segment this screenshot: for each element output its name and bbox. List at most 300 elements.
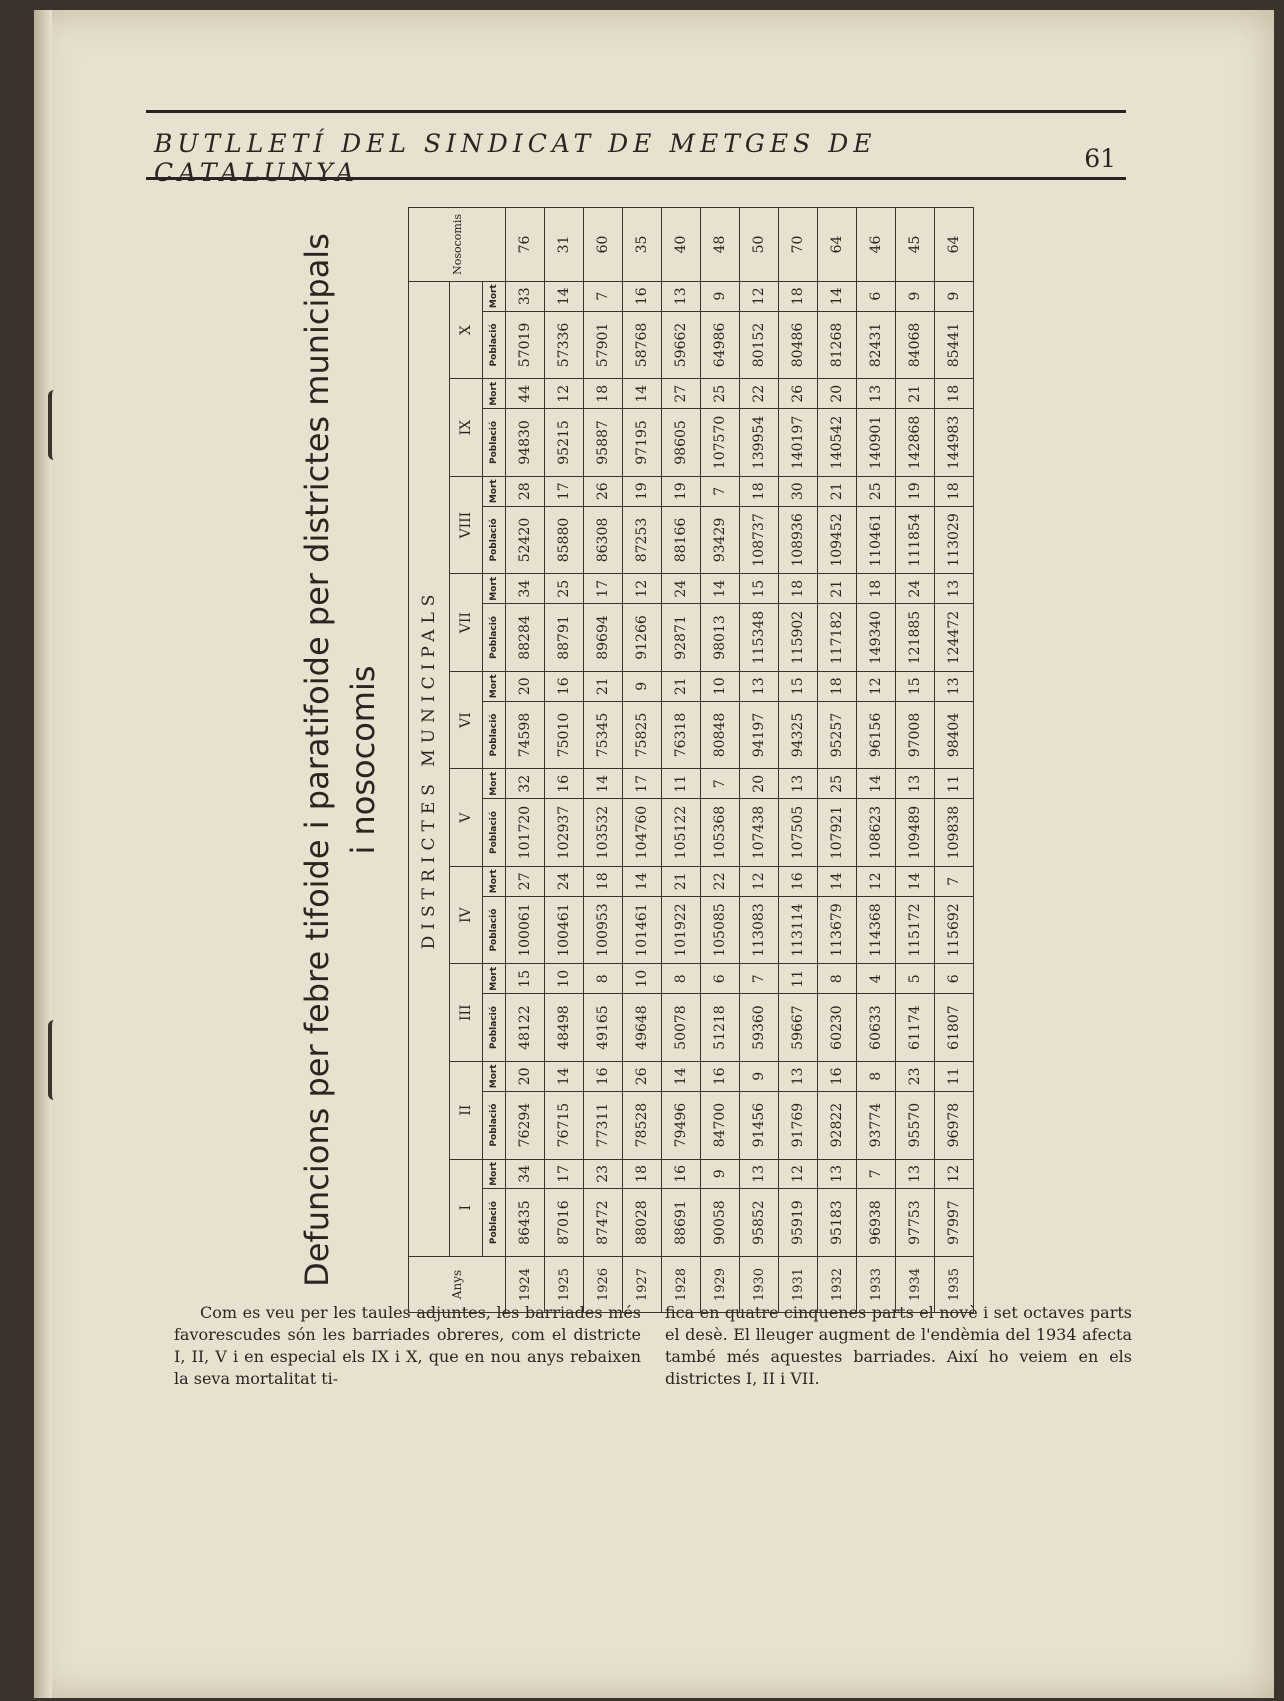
mort-cell: 15 xyxy=(740,574,779,604)
mort-cell: 14 xyxy=(545,281,584,311)
mort-cell: 22 xyxy=(701,866,740,896)
mort-cell: 8 xyxy=(818,964,857,994)
poblacio-cell: 85880 xyxy=(545,506,584,574)
mort-cell: 16 xyxy=(545,671,584,701)
nosocomis-cell: 70 xyxy=(779,208,818,282)
poblacio-cell: 105122 xyxy=(662,799,701,867)
subheader-poblacio: Població xyxy=(483,896,506,964)
poblacio-cell: 88028 xyxy=(623,1189,662,1257)
poblacio-cell: 94197 xyxy=(740,701,779,769)
mort-cell: 20 xyxy=(506,671,545,701)
mort-cell: 14 xyxy=(857,769,896,799)
mort-cell: 18 xyxy=(584,379,623,409)
mort-cell: 12 xyxy=(545,379,584,409)
mortality-table xyxy=(408,207,974,1313)
district-header: VI xyxy=(450,671,483,769)
poblacio-cell: 64986 xyxy=(701,311,740,379)
mort-cell: 21 xyxy=(662,671,701,701)
poblacio-cell: 75345 xyxy=(584,701,623,769)
mort-cell: 33 xyxy=(506,281,545,311)
poblacio-cell: 113679 xyxy=(818,896,857,964)
mort-cell: 18 xyxy=(779,574,818,604)
mort-cell: 25 xyxy=(857,476,896,506)
district-header: VIII xyxy=(450,476,483,574)
poblacio-cell: 57019 xyxy=(506,311,545,379)
poblacio-cell: 140542 xyxy=(818,409,857,477)
header-rule-bottom xyxy=(146,177,1126,180)
mort-cell: 24 xyxy=(662,574,701,604)
poblacio-cell: 104760 xyxy=(623,799,662,867)
poblacio-cell: 61807 xyxy=(935,994,974,1062)
year-cell: 1924 xyxy=(506,1257,545,1313)
mort-cell: 7 xyxy=(584,281,623,311)
poblacio-cell: 102937 xyxy=(545,799,584,867)
mort-cell: 13 xyxy=(779,769,818,799)
year-cell: 1935 xyxy=(935,1257,974,1313)
subheader-poblacio: Població xyxy=(483,311,506,379)
year-cell: 1931 xyxy=(779,1257,818,1313)
mort-cell: 13 xyxy=(935,574,974,604)
mort-cell: 20 xyxy=(740,769,779,799)
mort-cell: 9 xyxy=(701,281,740,311)
subheader-poblacio: Població xyxy=(483,506,506,574)
mort-cell: 16 xyxy=(545,769,584,799)
poblacio-cell: 80152 xyxy=(740,311,779,379)
poblacio-cell: 107570 xyxy=(701,409,740,477)
district-header: IX xyxy=(450,379,483,477)
poblacio-cell: 97008 xyxy=(896,701,935,769)
mort-cell: 17 xyxy=(584,574,623,604)
mort-cell: 12 xyxy=(857,671,896,701)
mort-cell: 26 xyxy=(779,379,818,409)
poblacio-cell: 97997 xyxy=(935,1189,974,1257)
mort-cell: 44 xyxy=(506,379,545,409)
poblacio-cell: 97195 xyxy=(623,409,662,477)
mort-cell: 18 xyxy=(935,476,974,506)
nosocomis-cell: 76 xyxy=(506,208,545,282)
poblacio-cell: 48122 xyxy=(506,994,545,1062)
poblacio-cell: 88691 xyxy=(662,1189,701,1257)
poblacio-cell: 140197 xyxy=(779,409,818,477)
mort-cell: 14 xyxy=(545,1062,584,1092)
table-row xyxy=(818,208,857,1313)
mort-cell: 16 xyxy=(779,866,818,896)
poblacio-cell: 95919 xyxy=(779,1189,818,1257)
poblacio-cell: 88166 xyxy=(662,506,701,574)
poblacio-cell: 93774 xyxy=(857,1091,896,1159)
poblacio-cell: 91456 xyxy=(740,1091,779,1159)
mort-cell: 26 xyxy=(584,476,623,506)
poblacio-cell: 121885 xyxy=(896,604,935,672)
district-header: I xyxy=(450,1159,483,1257)
poblacio-cell: 97753 xyxy=(896,1189,935,1257)
mort-cell: 24 xyxy=(896,574,935,604)
poblacio-cell: 92871 xyxy=(662,604,701,672)
mort-cell: 16 xyxy=(623,281,662,311)
mort-cell: 13 xyxy=(740,1159,779,1189)
district-header: IV xyxy=(450,866,483,964)
poblacio-cell: 115348 xyxy=(740,604,779,672)
poblacio-cell: 109452 xyxy=(818,506,857,574)
poblacio-cell: 61174 xyxy=(896,994,935,1062)
mort-cell: 25 xyxy=(545,574,584,604)
mort-cell: 15 xyxy=(506,964,545,994)
mort-cell: 10 xyxy=(701,671,740,701)
district-header: III xyxy=(450,964,483,1062)
mort-cell: 14 xyxy=(584,769,623,799)
table-row xyxy=(935,208,974,1313)
mort-cell: 28 xyxy=(506,476,545,506)
poblacio-cell: 113029 xyxy=(935,506,974,574)
table-row xyxy=(896,208,935,1313)
mort-cell: 7 xyxy=(740,964,779,994)
poblacio-cell: 95570 xyxy=(896,1091,935,1159)
poblacio-cell: 60633 xyxy=(857,994,896,1062)
subheader-poblacio: Població xyxy=(483,994,506,1062)
rotated-table-block xyxy=(294,201,1014,1319)
mort-cell: 24 xyxy=(545,866,584,896)
poblacio-cell: 50078 xyxy=(662,994,701,1062)
col-header-nosocomis: Nosocomis xyxy=(409,208,506,282)
poblacio-cell: 96978 xyxy=(935,1091,974,1159)
mort-cell: 8 xyxy=(857,1062,896,1092)
mort-cell: 18 xyxy=(584,866,623,896)
mort-cell: 7 xyxy=(935,866,974,896)
poblacio-cell: 105085 xyxy=(701,896,740,964)
mort-cell: 18 xyxy=(818,671,857,701)
year-cell: 1929 xyxy=(701,1257,740,1313)
mort-cell: 15 xyxy=(896,671,935,701)
poblacio-cell: 49648 xyxy=(623,994,662,1062)
binding-mark xyxy=(48,1020,62,1100)
mort-cell: 13 xyxy=(818,1159,857,1189)
poblacio-cell: 81268 xyxy=(818,311,857,379)
header-rule-top xyxy=(146,110,1126,113)
poblacio-cell: 78528 xyxy=(623,1091,662,1159)
subheader-row xyxy=(483,208,506,1313)
mort-cell: 18 xyxy=(740,476,779,506)
poblacio-cell: 115902 xyxy=(779,604,818,672)
mort-cell: 13 xyxy=(896,1159,935,1189)
running-header xyxy=(154,129,1116,187)
mort-cell: 18 xyxy=(623,1159,662,1189)
poblacio-cell: 115172 xyxy=(896,896,935,964)
mort-cell: 8 xyxy=(662,964,701,994)
mort-cell: 13 xyxy=(662,281,701,311)
poblacio-cell: 49165 xyxy=(584,994,623,1062)
poblacio-cell: 93429 xyxy=(701,506,740,574)
poblacio-cell: 76318 xyxy=(662,701,701,769)
mort-cell: 21 xyxy=(662,866,701,896)
poblacio-cell: 109838 xyxy=(935,799,974,867)
mort-cell: 7 xyxy=(857,1159,896,1189)
poblacio-cell: 107505 xyxy=(779,799,818,867)
mort-cell: 13 xyxy=(935,671,974,701)
district-header-row xyxy=(450,208,483,1313)
poblacio-cell: 52420 xyxy=(506,506,545,574)
poblacio-cell: 90058 xyxy=(701,1189,740,1257)
poblacio-cell: 86308 xyxy=(584,506,623,574)
poblacio-cell: 96938 xyxy=(857,1189,896,1257)
subheader-poblacio: Població xyxy=(483,409,506,477)
poblacio-cell: 59667 xyxy=(779,994,818,1062)
mort-cell: 13 xyxy=(857,379,896,409)
subheader-poblacio: Població xyxy=(483,604,506,672)
mort-cell: 23 xyxy=(584,1159,623,1189)
table-row xyxy=(857,208,896,1313)
table-row xyxy=(662,208,701,1313)
mort-cell: 25 xyxy=(701,379,740,409)
mort-cell: 12 xyxy=(857,866,896,896)
poblacio-cell: 108623 xyxy=(857,799,896,867)
nosocomis-cell: 48 xyxy=(701,208,740,282)
poblacio-cell: 139954 xyxy=(740,409,779,477)
mort-cell: 14 xyxy=(662,1062,701,1092)
mort-cell: 11 xyxy=(935,769,974,799)
mort-cell: 12 xyxy=(623,574,662,604)
nosocomis-cell: 31 xyxy=(545,208,584,282)
poblacio-cell: 77311 xyxy=(584,1091,623,1159)
poblacio-cell: 107921 xyxy=(818,799,857,867)
poblacio-cell: 86435 xyxy=(506,1189,545,1257)
subheader-poblacio: Població xyxy=(483,799,506,867)
table-row xyxy=(584,208,623,1313)
mort-cell: 15 xyxy=(779,671,818,701)
mort-cell: 11 xyxy=(779,964,818,994)
mort-cell: 6 xyxy=(935,964,974,994)
poblacio-cell: 59360 xyxy=(740,994,779,1062)
poblacio-cell: 87472 xyxy=(584,1189,623,1257)
poblacio-cell: 114368 xyxy=(857,896,896,964)
poblacio-cell: 89694 xyxy=(584,604,623,672)
mort-cell: 9 xyxy=(740,1062,779,1092)
district-header: II xyxy=(450,1062,483,1160)
poblacio-cell: 107438 xyxy=(740,799,779,867)
mort-cell: 34 xyxy=(506,1159,545,1189)
subheader-mort: Mort xyxy=(483,379,506,409)
subheader-mort: Mort xyxy=(483,964,506,994)
mort-cell: 9 xyxy=(701,1159,740,1189)
poblacio-cell: 74598 xyxy=(506,701,545,769)
page-number: 61 xyxy=(1084,143,1116,173)
poblacio-cell: 87253 xyxy=(623,506,662,574)
year-cell: 1927 xyxy=(623,1257,662,1313)
year-cell: 1934 xyxy=(896,1257,935,1313)
poblacio-cell: 98013 xyxy=(701,604,740,672)
mort-cell: 20 xyxy=(506,1062,545,1092)
poblacio-cell: 98605 xyxy=(662,409,701,477)
mort-cell: 18 xyxy=(779,281,818,311)
poblacio-cell: 96156 xyxy=(857,701,896,769)
poblacio-cell: 87016 xyxy=(545,1189,584,1257)
poblacio-cell: 110461 xyxy=(857,506,896,574)
poblacio-cell: 51218 xyxy=(701,994,740,1062)
header-title: BUTLLETÍ DEL SINDICAT DE METGES DE CATALUNYA xyxy=(154,129,877,187)
binding-mark xyxy=(48,390,62,460)
year-cell: 1925 xyxy=(545,1257,584,1313)
mort-cell: 11 xyxy=(662,769,701,799)
mort-cell: 9 xyxy=(623,671,662,701)
mort-cell: 22 xyxy=(740,379,779,409)
subheader-mort: Mort xyxy=(483,866,506,896)
table-row xyxy=(740,208,779,1313)
poblacio-cell: 111854 xyxy=(896,506,935,574)
poblacio-cell: 144983 xyxy=(935,409,974,477)
poblacio-cell: 140901 xyxy=(857,409,896,477)
poblacio-cell: 100953 xyxy=(584,896,623,964)
poblacio-cell: 91769 xyxy=(779,1091,818,1159)
mort-cell: 19 xyxy=(662,476,701,506)
mort-cell: 12 xyxy=(779,1159,818,1189)
mort-cell: 14 xyxy=(701,574,740,604)
mort-cell: 10 xyxy=(545,964,584,994)
subheader-poblacio: Població xyxy=(483,1091,506,1159)
poblacio-cell: 149340 xyxy=(857,604,896,672)
poblacio-cell: 100461 xyxy=(545,896,584,964)
mort-cell: 12 xyxy=(740,281,779,311)
poblacio-cell: 85441 xyxy=(935,311,974,379)
mort-cell: 8 xyxy=(584,964,623,994)
mort-cell: 18 xyxy=(857,574,896,604)
mort-cell: 9 xyxy=(935,281,974,311)
poblacio-cell: 58768 xyxy=(623,311,662,379)
poblacio-cell: 59662 xyxy=(662,311,701,379)
mort-cell: 16 xyxy=(584,1062,623,1092)
nosocomis-cell: 64 xyxy=(935,208,974,282)
table-row xyxy=(545,208,584,1313)
mort-cell: 14 xyxy=(623,866,662,896)
poblacio-cell: 80848 xyxy=(701,701,740,769)
poblacio-cell: 124472 xyxy=(935,604,974,672)
poblacio-cell: 109489 xyxy=(896,799,935,867)
nosocomis-cell: 45 xyxy=(896,208,935,282)
poblacio-cell: 94325 xyxy=(779,701,818,769)
mort-cell: 4 xyxy=(857,964,896,994)
subheader-mort: Mort xyxy=(483,281,506,311)
poblacio-cell: 80486 xyxy=(779,311,818,379)
mort-cell: 14 xyxy=(896,866,935,896)
mort-cell: 25 xyxy=(818,769,857,799)
year-cell: 1928 xyxy=(662,1257,701,1313)
mort-cell: 32 xyxy=(506,769,545,799)
poblacio-cell: 108737 xyxy=(740,506,779,574)
poblacio-cell: 113114 xyxy=(779,896,818,964)
mort-cell: 21 xyxy=(818,574,857,604)
mort-cell: 17 xyxy=(623,769,662,799)
mort-cell: 5 xyxy=(896,964,935,994)
poblacio-cell: 48498 xyxy=(545,994,584,1062)
poblacio-cell: 75825 xyxy=(623,701,662,769)
poblacio-cell: 101720 xyxy=(506,799,545,867)
mort-cell: 27 xyxy=(506,866,545,896)
mort-cell: 27 xyxy=(662,379,701,409)
poblacio-cell: 95215 xyxy=(545,409,584,477)
mort-cell: 12 xyxy=(935,1159,974,1189)
district-header: X xyxy=(450,281,483,379)
mort-cell: 6 xyxy=(701,964,740,994)
table-title-line-1: Defuncions per febre tifoide i paratifoide per districtes municipals xyxy=(298,233,336,1287)
mort-cell: 13 xyxy=(896,769,935,799)
poblacio-cell: 98404 xyxy=(935,701,974,769)
mort-cell: 12 xyxy=(740,866,779,896)
poblacio-cell: 101461 xyxy=(623,896,662,964)
table-row xyxy=(779,208,818,1313)
poblacio-cell: 108936 xyxy=(779,506,818,574)
mort-cell: 7 xyxy=(701,769,740,799)
poblacio-cell: 103532 xyxy=(584,799,623,867)
table-title xyxy=(294,201,386,1319)
poblacio-cell: 79496 xyxy=(662,1091,701,1159)
subheader-mort: Mort xyxy=(483,671,506,701)
mort-cell: 19 xyxy=(623,476,662,506)
mort-cell: 16 xyxy=(662,1159,701,1189)
poblacio-cell: 95183 xyxy=(818,1189,857,1257)
mort-cell: 16 xyxy=(818,1062,857,1092)
poblacio-cell: 105368 xyxy=(701,799,740,867)
poblacio-cell: 84700 xyxy=(701,1091,740,1159)
subheader-mort: Mort xyxy=(483,1159,506,1189)
mort-cell: 17 xyxy=(545,476,584,506)
mort-cell: 14 xyxy=(818,866,857,896)
mort-cell: 6 xyxy=(857,281,896,311)
table-row xyxy=(701,208,740,1313)
mort-cell: 7 xyxy=(701,476,740,506)
poblacio-cell: 84068 xyxy=(896,311,935,379)
mort-cell: 13 xyxy=(779,1062,818,1092)
table-title-line-2: i nosocomis xyxy=(344,665,382,855)
poblacio-cell: 100061 xyxy=(506,896,545,964)
poblacio-cell: 101922 xyxy=(662,896,701,964)
subheader-poblacio: Població xyxy=(483,701,506,769)
poblacio-cell: 76715 xyxy=(545,1091,584,1159)
mort-cell: 20 xyxy=(818,379,857,409)
mort-cell: 13 xyxy=(740,671,779,701)
poblacio-cell: 95257 xyxy=(818,701,857,769)
poblacio-cell: 113083 xyxy=(740,896,779,964)
poblacio-cell: 88791 xyxy=(545,604,584,672)
poblacio-cell: 88284 xyxy=(506,604,545,672)
mort-cell: 26 xyxy=(623,1062,662,1092)
nosocomis-cell: 46 xyxy=(857,208,896,282)
col-header-districtes: DISTRICTES MUNICIPALS xyxy=(409,281,450,1256)
subheader-mort: Mort xyxy=(483,476,506,506)
table-row xyxy=(506,208,545,1313)
year-cell: 1933 xyxy=(857,1257,896,1313)
nosocomis-cell: 50 xyxy=(740,208,779,282)
table-body xyxy=(506,208,974,1313)
mort-cell: 18 xyxy=(935,379,974,409)
mort-cell: 34 xyxy=(506,574,545,604)
col-header-anys: Anys xyxy=(409,1257,506,1313)
poblacio-cell: 142868 xyxy=(896,409,935,477)
mort-cell: 16 xyxy=(701,1062,740,1092)
text-column-1: Com es veu per les taules adjuntes, les barriades més favorescudes són les barriades obreres, com el districte I, II, V i en especial els IX i X, que en nou anys rebaixen la seva mortalitat ti- xyxy=(174,1303,641,1388)
year-cell: 1926 xyxy=(584,1257,623,1313)
district-header: VII xyxy=(450,574,483,672)
nosocomis-cell: 40 xyxy=(662,208,701,282)
poblacio-cell: 91266 xyxy=(623,604,662,672)
mort-cell: 21 xyxy=(896,379,935,409)
poblacio-cell: 95887 xyxy=(584,409,623,477)
mort-cell: 30 xyxy=(779,476,818,506)
poblacio-cell: 60230 xyxy=(818,994,857,1062)
mort-cell: 9 xyxy=(896,281,935,311)
district-header: V xyxy=(450,769,483,867)
mort-cell: 17 xyxy=(545,1159,584,1189)
poblacio-cell: 57901 xyxy=(584,311,623,379)
mort-cell: 14 xyxy=(818,281,857,311)
poblacio-cell: 95852 xyxy=(740,1189,779,1257)
